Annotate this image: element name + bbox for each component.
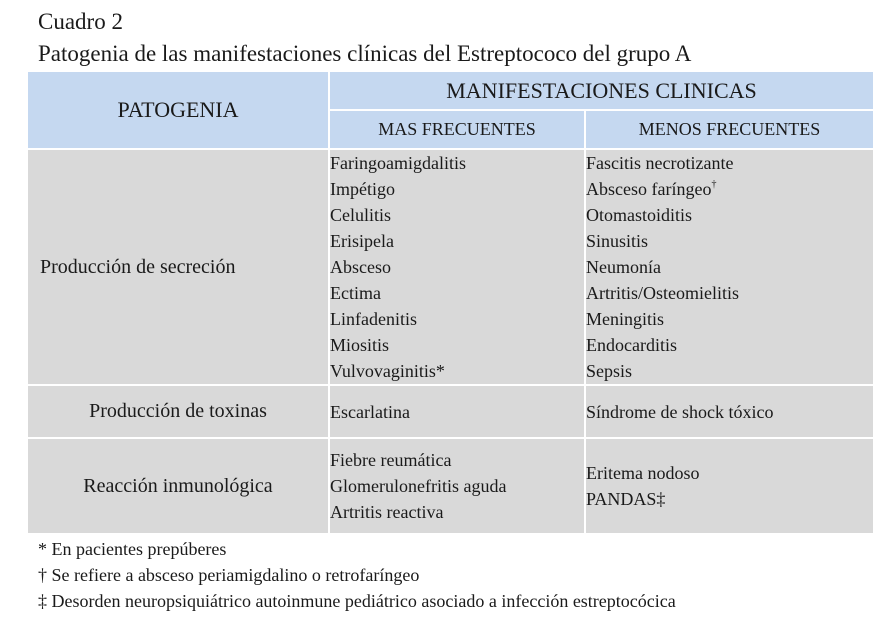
- footnote-double-dagger: ‡ Desorden neuropsiquiátrico autoinmune pediátrico asociado a infección estreptocócica: [38, 591, 676, 611]
- list-item: Impétigo: [330, 179, 395, 199]
- list-item: Celulitis: [330, 205, 392, 225]
- table-row: [27, 149, 874, 385]
- list-item: PANDAS‡: [586, 489, 666, 509]
- list-item: Linfadenitis: [330, 309, 417, 329]
- row-label: Producción de toxinas: [27, 385, 329, 438]
- header-patogenia: PATOGENIA: [27, 71, 329, 149]
- list-item-text: Absceso faríngeo: [586, 179, 712, 199]
- list-item: Escarlatina: [330, 401, 410, 422]
- header-manifestaciones: MANIFESTACIONES CLINICAS: [329, 71, 874, 110]
- footnotes: [38, 536, 676, 614]
- mas-frecuentes-list: [329, 385, 585, 438]
- list-item: Fascitis necrotizante: [586, 153, 734, 173]
- list-item: Otomastoiditis: [586, 205, 693, 225]
- table-row: [27, 385, 874, 438]
- list-item: Absceso: [330, 257, 391, 277]
- list-item: Vulvovaginitis*: [330, 361, 445, 381]
- header-mas-frecuentes: MAS FRECUENTES: [329, 110, 585, 149]
- mas-frecuentes-list: [329, 438, 585, 534]
- list-item: Artritis/Osteomielitis: [586, 283, 739, 303]
- list-item: Ectima: [330, 283, 381, 303]
- list-item: Eritema nodoso: [586, 463, 700, 483]
- list-item: Sinusitis: [586, 231, 649, 251]
- row-label: Producción de secreción: [27, 149, 329, 385]
- list-item: [586, 176, 873, 202]
- footnote-dagger: † Se refiere a absceso periamigdalino o retrofaríngeo: [38, 565, 420, 585]
- menos-frecuentes-list: [585, 438, 874, 534]
- list-item: Faringoamigdalitis: [330, 153, 466, 173]
- list-item: Meningitis: [586, 309, 665, 329]
- list-item: Glomerulonefritis aguda: [330, 476, 507, 496]
- header-menos-frecuentes: MENOS FRECUENTES: [585, 110, 874, 149]
- list-item: Síndrome de shock tóxico: [586, 401, 774, 422]
- list-item: Fiebre reumática: [330, 450, 452, 470]
- menos-frecuentes-list: [585, 149, 874, 385]
- list-item: Artritis reactiva: [330, 502, 444, 522]
- list-item: Sepsis: [586, 361, 633, 381]
- pathogenesis-table: [26, 70, 875, 535]
- list-item: Miositis: [330, 335, 390, 355]
- mas-frecuentes-list: [329, 149, 585, 385]
- row-label: Reacción inmunológica: [27, 438, 329, 534]
- table-row: [27, 438, 874, 534]
- dagger-footnote-mark: †: [711, 179, 717, 190]
- table-label: Cuadro 2: [38, 9, 123, 34]
- list-item: Erisipela: [330, 231, 394, 251]
- footnote-asterisk: * En pacientes prepúberes: [38, 539, 227, 559]
- table-title: Patogenia de las manifestaciones clínicas del Estreptococo del grupo A: [38, 41, 692, 66]
- list-item: Neumonía: [586, 257, 661, 277]
- list-item: Endocarditis: [586, 335, 677, 355]
- menos-frecuentes-list: [585, 385, 874, 438]
